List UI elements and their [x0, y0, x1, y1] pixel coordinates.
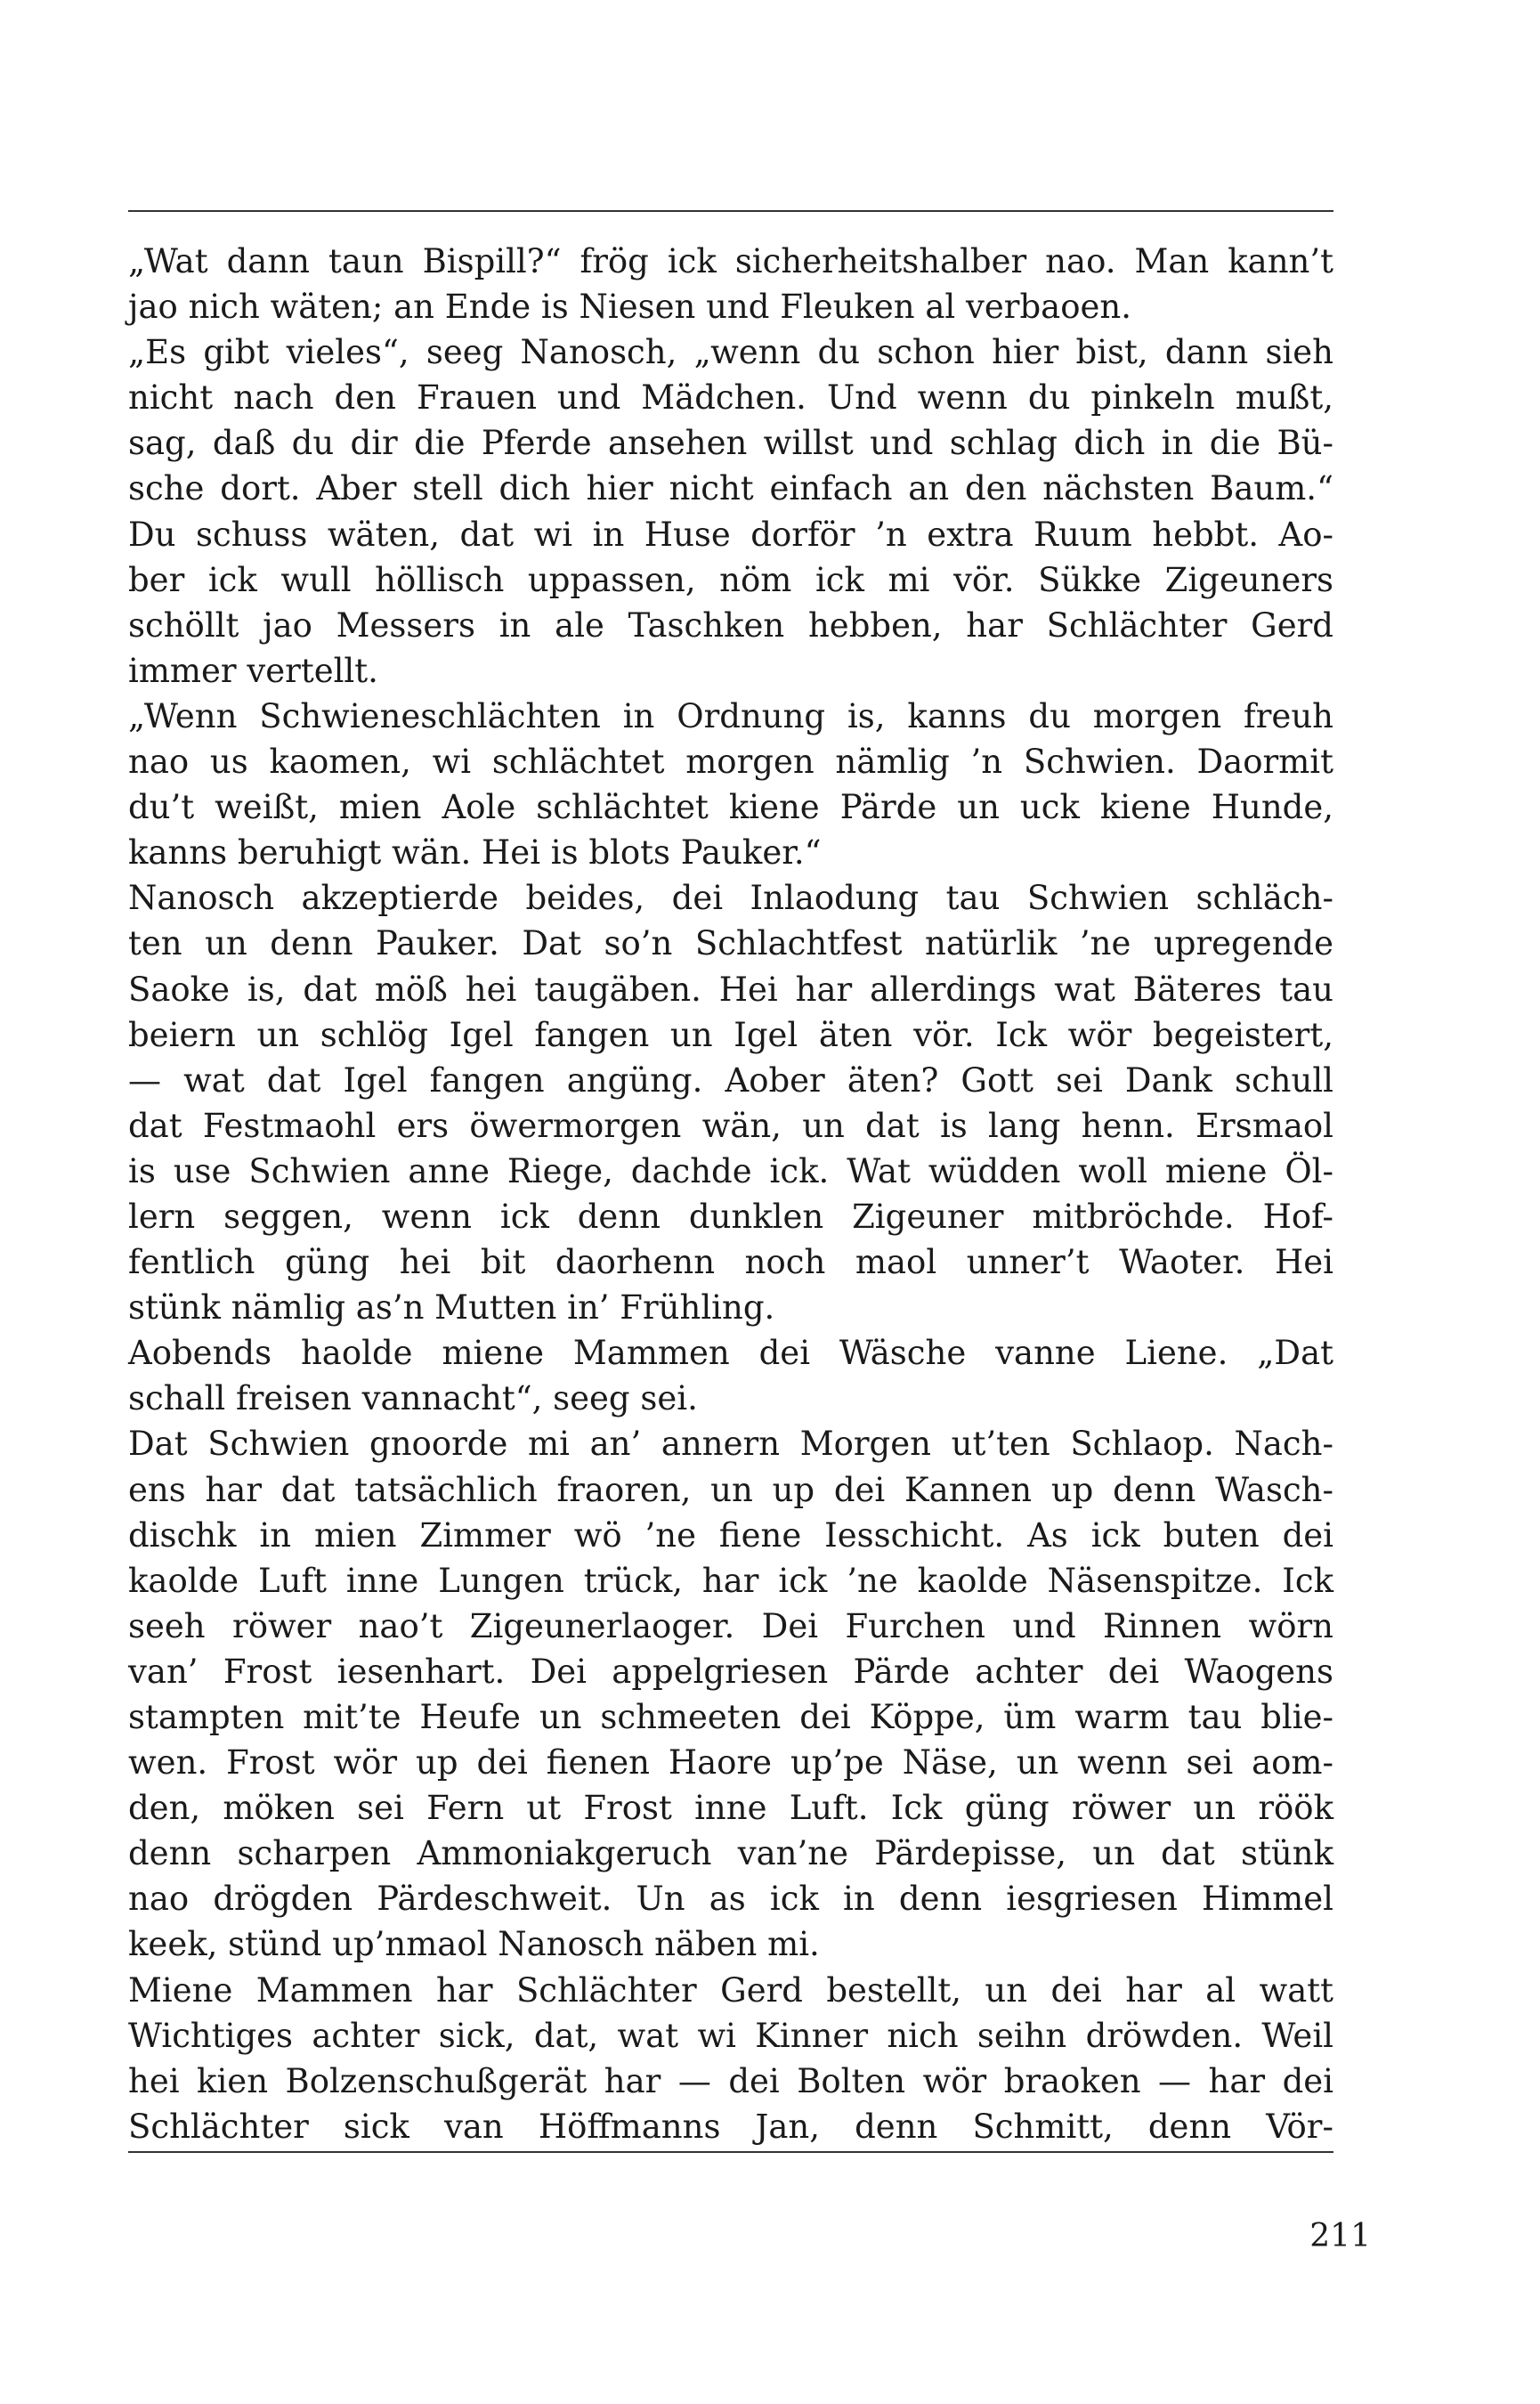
text-line: dischk in mien Zimmer wö ’ne fiene Iesschicht. As ick buten dei: [128, 1515, 1333, 1555]
text-line: ten un denn Pauker. Dat so’n Schlachtfest natürlik ’ne upregende: [128, 924, 1333, 963]
text-line: is use Schwien anne Riege, dachde ick. Wat wüdden woll miene Öl-: [128, 1151, 1333, 1190]
text-line: „Wenn Schwieneschlächten in Ordnung is, kanns du morgen freuh: [128, 696, 1333, 735]
text-line: kaolde Luft inne Lungen trück, har ick ’ne kaolde Näsenspitze. Ick: [128, 1561, 1333, 1600]
text-line: nicht nach den Frauen und Mädchen. Und wenn du pinkeln mußt,: [128, 378, 1333, 418]
text-line: nao us kaomen, wi schlächtet morgen nämlig ’n Schwien. Daormit: [128, 743, 1333, 782]
text-line: schall freisen vannacht“, seeg sei.: [128, 1379, 698, 1418]
text-line: kanns beruhigt wän. Hei is blots Pauker.“: [128, 833, 822, 873]
text-line: Dat Schwien gnoorde mi an’ annern Morgen ut’ten Schlaop. Nach-: [128, 1425, 1333, 1464]
text-line: keek, stünd up’nmaol Nanosch näben mi.: [128, 1925, 820, 1964]
text-line: Wichtiges achter sick, dat, wat wi Kinner nich seihn dröwden. Weil: [128, 2016, 1333, 2055]
text-line: stünk nämlig as’n Mutten in’ Frühling.: [128, 1288, 775, 1328]
bottom-rule: [128, 2151, 1333, 2153]
text-line: ber ick wull höllisch uppassen, nöm ick mi vör. Sükke Zigeuners: [128, 560, 1333, 599]
text-line: fentlich güng hei bit daorhenn noch maol unner’t Waoter. Hei: [128, 1243, 1333, 1282]
text-line: — wat dat Igel fangen angüng. Aober äten? Gott sei Dank schull: [128, 1060, 1333, 1100]
text-line: Miene Mammen har Schlächter Gerd bestellt, un dei har al watt: [128, 1970, 1333, 2010]
text-line: stampten mit’te Heufe un schmeeten dei Köppe, üm warm tau blie-: [128, 1698, 1333, 1736]
text-line: jao nich wäten; an Ende is Niesen und Fleuken al verbaoen.: [128, 288, 1131, 327]
text-line: denn scharpen Ammoniakgeruch van’ne Pärdepisse, un dat stünk: [128, 1834, 1333, 1873]
text-line: schöllt jao Messers in ale Taschken hebben, har Schlächter Gerd: [128, 605, 1333, 645]
text-line: Du schuss wäten, dat wi in Huse dorför ’n extra Ruum hebbt. Ao-: [128, 515, 1333, 554]
text-line: lern seggen, wenn ick denn dunklen Zigeuner mitbröchde. Hof-: [128, 1197, 1333, 1236]
text-line: nao drögden Pärdeschweit. Un as ick in denn iesgriesen Himmel: [128, 1880, 1333, 1919]
text-line: beiern un schlög Igel fangen un Igel äten vör. Ick wör begeistert,: [128, 1015, 1333, 1054]
text-line: den, möken sei Fern ut Frost inne Luft. Ick güng röwer un röök: [128, 1789, 1333, 1828]
text-line: van’ Frost iesenhart. Dei appelgriesen Pärde achter dei Waogens: [128, 1652, 1333, 1691]
text-line: Saoke is, dat möß hei taugäben. Hei har allerdings wat Bäteres tau: [128, 970, 1333, 1009]
text-line: „Es gibt vieles“, seeg Nanosch, „wenn du schon hier bist, dann sieh: [128, 333, 1333, 372]
text-line: dat Festmaohl ers öwermorgen wän, un dat is lang henn. Ersmaol: [128, 1106, 1333, 1145]
page-number: 211: [1309, 2218, 1371, 2254]
text-line: Schlächter sick van Höffmanns Jan, denn Schmitt, denn Vör-: [128, 2107, 1333, 2146]
text-line: hei kien Bolzenschußgerät har — dei Bolten wör braoken — har dei: [128, 2061, 1333, 2100]
text-line: immer vertellt.: [128, 651, 378, 690]
text-line: „Wat dann taun Bispill?“ frög ick sicherheitshalber nao. Man kann’t: [128, 242, 1333, 280]
text-line: du’t weißt, mien Aole schlächtet kiene Pärde un uck kiene Hunde,: [128, 788, 1333, 827]
text-line: Nanosch akzeptierde beides, dei Inlaodung tau Schwien schläch-: [128, 879, 1333, 918]
text-line: seeh röwer nao’t Zigeunerlaoger. Dei Furchen und Rinnen wörn: [128, 1606, 1333, 1645]
body-text: [128, 239, 1333, 2149]
text-line: sag, daß du dir die Pferde ansehen willst und schlag dich in die Bü-: [128, 424, 1333, 463]
text-line: Aobends haolde miene Mammen dei Wäsche vanne Liene. „Dat: [128, 1334, 1333, 1373]
text-line: wen. Frost wör up dei fienen Haore up’pe Näse, un wenn sei aom-: [128, 1743, 1333, 1783]
top-rule: [128, 210, 1333, 212]
text-line: sche dort. Aber stell dich hier nicht einfach an den nächsten Baum.“: [128, 469, 1333, 508]
text-line: ens har dat tatsächlich fraoren, un up dei Kannen up denn Wasch-: [128, 1470, 1333, 1509]
